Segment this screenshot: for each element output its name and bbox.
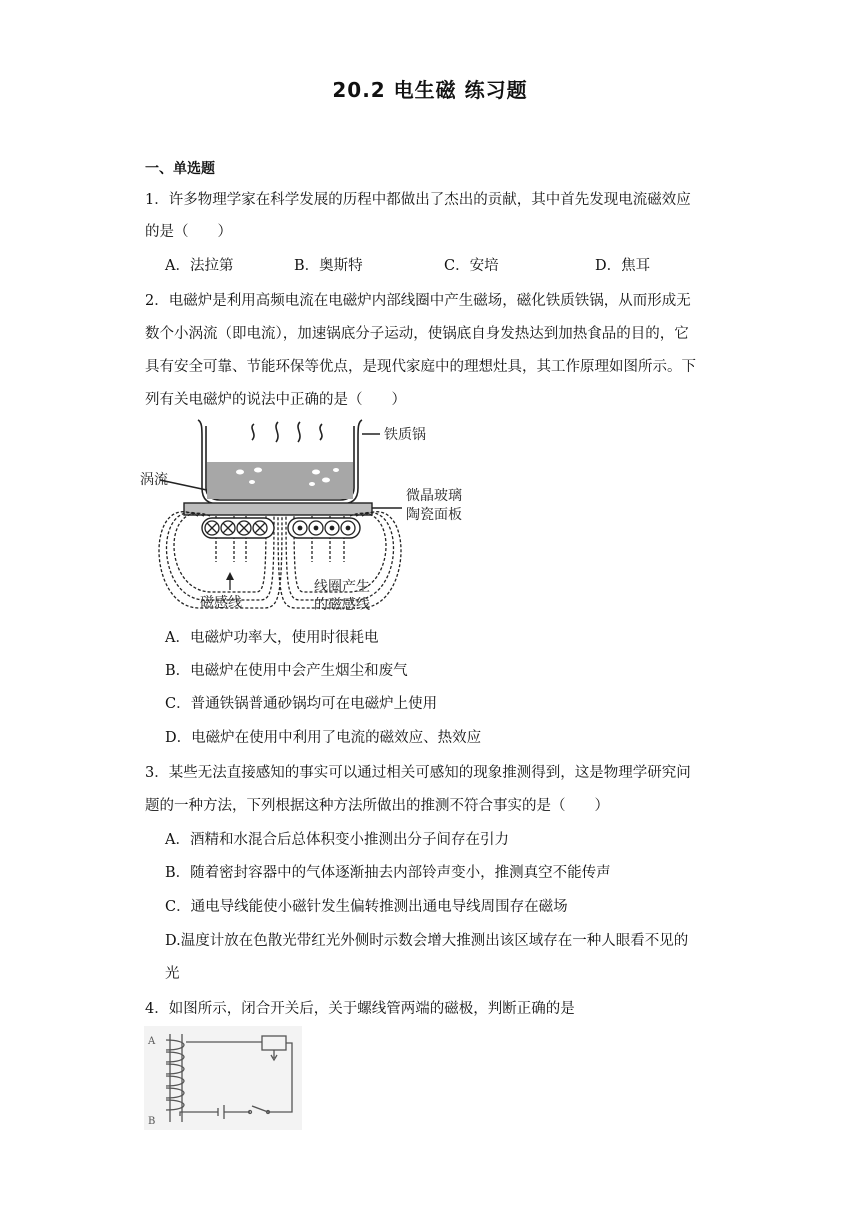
label-glass-2: 陶瓷面板 (406, 507, 462, 523)
label-field-lines: 磁感线 (200, 595, 242, 611)
q2-option-c[interactable]: C．普通铁锅普通砂锅均可在电磁炉上使用 (165, 696, 438, 712)
induction-cooker-figure (140, 412, 480, 618)
solenoid-end-b-label: B (148, 1116, 156, 1127)
q3-option-d[interactable]: D.温度计放在色散光带红光外侧时示数会增大推测出该区域存在一种人眼看不见的 (165, 933, 689, 949)
q2-line-4: 列有关电磁炉的说法中正确的是（ ） (145, 392, 406, 408)
q3-option-a[interactable]: A．酒精和水混合后总体积变小推测出分子间存在引力 (165, 832, 509, 848)
q2-line-3: 具有安全可靠、节能环保等优点，是现代家庭中的理想灶具，其工作原理如图所示。下 (145, 359, 696, 375)
q3-option-d-cont: 光 (165, 966, 180, 982)
q1-option-d[interactable]: D．焦耳 (595, 258, 651, 274)
q1-line-2: 的是（ ） (145, 224, 232, 240)
label-glass-1: 微晶玻璃 (406, 488, 462, 504)
solenoid-circuit-figure (144, 1026, 302, 1130)
q3-line-1: 3．某些无法直接感知的事实可以通过相关可感知的现象推测得到，这是物理学研究问 (145, 765, 691, 781)
q2-line-2: 数个小涡流（即电流），加速锅底分子运动，使锅底自身发热达到加热食品的目的，它 (145, 326, 689, 342)
q3-option-c[interactable]: C．通电导线能使小磁针发生偏转推测出通电导线周围存在磁场 (165, 899, 568, 915)
q4-line-1: 4．如图所示，闭合开关后，关于螺线管两端的磁极，判断正确的是 (145, 1001, 575, 1017)
q3-line-2: 题的一种方法，下列根据这种方法所做出的推测不符合事实的是（ ） (145, 798, 609, 814)
label-coil-2: 的磁感线 (314, 597, 370, 613)
section-heading: 一、单选题 (145, 161, 215, 177)
q1-line-1: 1．许多物理学家在科学发展的历程中都做出了杰出的贡献，其中首先发现电流磁效应 (145, 192, 691, 208)
q2-option-b[interactable]: B．电磁炉在使用中会产生烟尘和废气 (165, 663, 408, 679)
q3-option-b[interactable]: B．随着密封容器中的气体逐渐抽去内部铃声变小，推测真空不能传声 (165, 865, 611, 881)
label-pot: 铁质锅 (384, 427, 426, 443)
q2-line-1: 2．电磁炉是利用高频电流在电磁炉内部线圈中产生磁场，磁化铁质铁锅，从而形成无 (145, 293, 691, 309)
q1-option-a[interactable]: A．法拉第 (165, 258, 234, 274)
q2-option-d[interactable]: D．电磁炉在使用中利用了电流的磁效应、热效应 (165, 730, 482, 746)
label-coil-1: 线圈产生 (314, 579, 370, 595)
solenoid-end-a-label: A (148, 1036, 156, 1047)
q1-option-b[interactable]: B．奥斯特 (294, 258, 363, 274)
label-eddy: 涡流 (140, 472, 168, 488)
q1-option-c[interactable]: C．安培 (444, 258, 499, 274)
q2-option-a[interactable]: A．电磁炉功率大，使用时很耗电 (165, 630, 379, 646)
page-title: 20.2 电生磁 练习题 (332, 78, 528, 102)
